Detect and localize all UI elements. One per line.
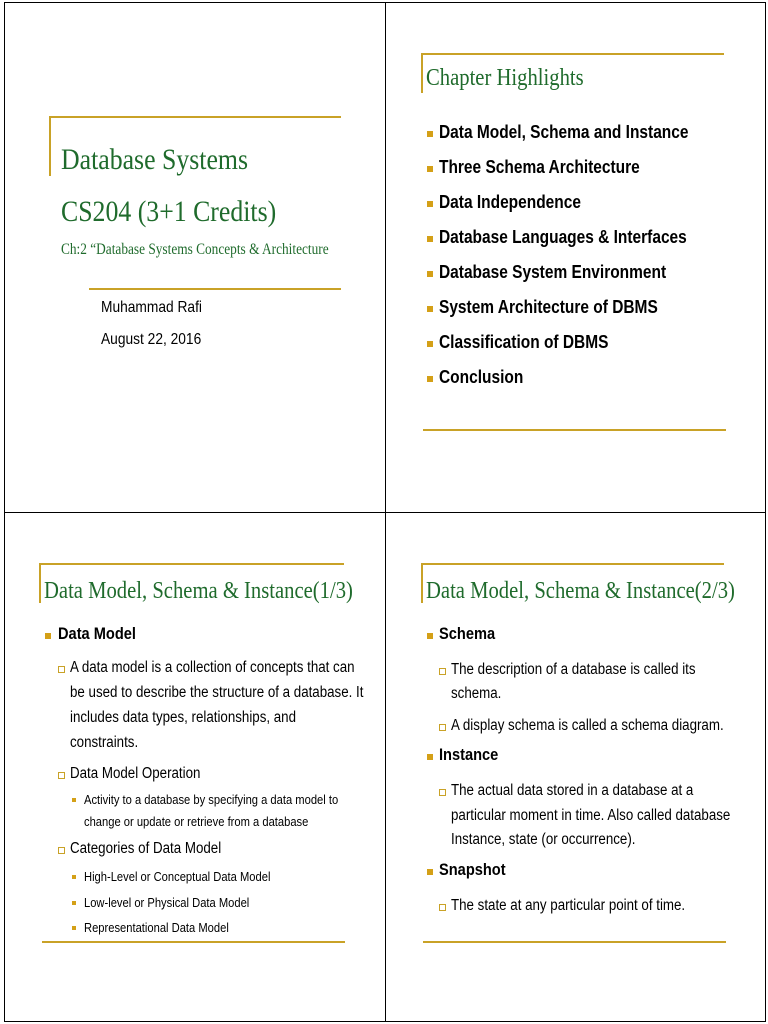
schema-heading: Schema <box>439 624 496 643</box>
bullet-icon <box>45 633 51 639</box>
bullet-icon <box>427 869 433 875</box>
small-bullet-icon <box>72 926 76 930</box>
instance-text-line: Instance, state (or occurrence). <box>451 831 636 848</box>
bullet-icon <box>427 271 433 277</box>
small-bullet-icon <box>72 901 76 905</box>
instance-text-line: particular moment in time. Also called database <box>451 807 731 824</box>
chapter-subtitle: Ch:2 “Database Systems Concepts & Architecture <box>61 241 329 258</box>
bullet-icon <box>427 201 433 207</box>
list-item: Data Model, Schema and Instance <box>439 122 689 142</box>
description-line: constraints. <box>70 734 139 751</box>
slide-title <box>4 2 386 513</box>
category-item: Representational Data Model <box>84 920 229 935</box>
bullet-icon <box>427 306 433 312</box>
bullet-icon <box>427 131 433 137</box>
list-item: System Architecture of DBMS <box>439 297 658 317</box>
schema-text-line: A display schema is called a schema diagram. <box>451 717 724 734</box>
description-line: includes data types, relationships, and <box>70 709 297 726</box>
bullet-icon <box>427 166 433 172</box>
bullet-icon <box>427 341 433 347</box>
schema-text-line: The description of a database is called its <box>451 661 696 678</box>
bullet-icon <box>427 754 433 760</box>
course-title: Database Systems <box>61 143 249 176</box>
category-item: Low-level or Physical Data Model <box>84 895 250 910</box>
list-item: Data Independence <box>439 192 581 212</box>
bottom-rule <box>42 941 345 943</box>
left-rule <box>39 563 41 603</box>
instance-heading: Instance <box>439 745 499 764</box>
operation-label: Data Model Operation <box>70 765 201 782</box>
list-item: Database System Environment <box>439 262 667 282</box>
bottom-rule <box>423 429 726 431</box>
left-rule <box>421 563 423 603</box>
bullet-icon <box>427 376 433 382</box>
category-item: High-Level or Conceptual Data Model <box>84 869 271 884</box>
course-code: CS204 (3+1 Credits) <box>61 195 277 228</box>
small-bullet-icon <box>72 875 76 879</box>
slide-data-model-1 <box>4 512 386 1022</box>
list-item: Database Languages & Interfaces <box>439 227 687 247</box>
hollow-bullet-icon <box>439 789 446 796</box>
snapshot-heading: Snapshot <box>439 860 506 879</box>
top-rule <box>49 116 341 118</box>
top-rule <box>421 53 724 55</box>
instance-text-line: The actual data stored in a database at a <box>451 782 694 799</box>
presentation-date: August 22, 2016 <box>101 331 202 348</box>
author-name: Muhammad Rafi <box>101 299 202 316</box>
bullet-icon <box>427 633 433 639</box>
slide-chapter-highlights <box>385 2 766 513</box>
list-item: Classification of DBMS <box>439 332 609 352</box>
hollow-bullet-icon <box>439 668 446 675</box>
bottom-rule <box>89 288 341 290</box>
slide-heading: Chapter Highlights <box>426 65 584 91</box>
hollow-bullet-icon <box>439 724 446 731</box>
description-line: A data model is a collection of concepts that can <box>70 659 355 676</box>
operation-line: change or update or retrieve from a database <box>84 814 309 829</box>
bullet-icon <box>427 236 433 242</box>
schema-text-line: schema. <box>451 685 502 702</box>
data-model-heading: Data Model <box>58 624 136 643</box>
hollow-bullet-icon <box>58 847 65 854</box>
top-rule <box>421 563 724 565</box>
snapshot-text: The state at any particular point of time. <box>451 897 686 914</box>
slide-heading: Data Model, Schema & Instance(1/3) <box>44 578 353 604</box>
top-rule <box>39 563 344 565</box>
bottom-rule <box>423 941 726 943</box>
small-bullet-icon <box>72 798 76 802</box>
list-item: Conclusion <box>439 367 524 387</box>
left-rule <box>421 53 423 93</box>
slide-data-model-2 <box>385 512 766 1022</box>
categories-label: Categories of Data Model <box>70 840 222 857</box>
list-item: Three Schema Architecture <box>439 157 640 177</box>
description-line: be used to describe the structure of a database. It <box>70 684 364 701</box>
slide-heading: Data Model, Schema & Instance(2/3) <box>426 578 735 604</box>
hollow-bullet-icon <box>58 666 65 673</box>
left-rule <box>49 116 51 176</box>
hollow-bullet-icon <box>439 904 446 911</box>
hollow-bullet-icon <box>58 772 65 779</box>
operation-line: Activity to a database by specifying a data model to <box>84 792 339 807</box>
